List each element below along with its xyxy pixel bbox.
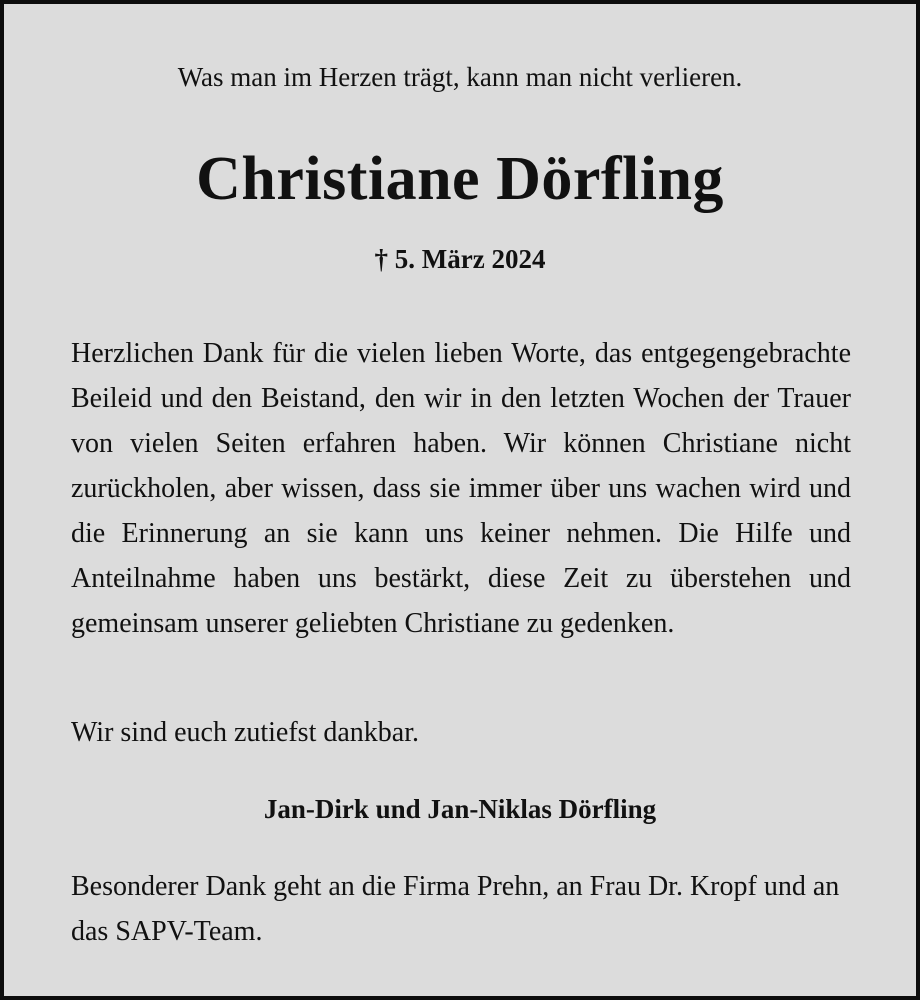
gratitude-line: Wir sind euch zutiefst dankbar. [71,717,419,748]
motto: Was man im Herzen trägt, kann man nicht verlieren. [177,62,743,92]
death-date: † 5. März 2024 [374,244,546,274]
deceased-name: Christiane Dörfling [196,145,724,213]
thanks-paragraph: Herzlichen Dank für die vielen lieben Worte, das entgegengebrachte Beileid und den Beistand, den wir in den letzten Wochen der Trauer von vielen Seiten erfahren haben. Wir können Christiane nicht zurückholen, aber wissen, dass sie immer über uns wachen wird und die Erinnerung an sie kann uns keiner nehmen. Die Hilfe und Anteilnahme haben uns bestärkt, diese Zeit zu überstehen und gemeinsam unserer geliebten Christiane zu gedenken. [71,338,851,639]
signature: Jan-Dirk und Jan-Niklas Dörfling [263,794,657,824]
special-thanks: Besonderer Dank geht an die Firma Prehn, an Frau Dr. Kropf und an das SAPV-Team. [71,871,840,947]
